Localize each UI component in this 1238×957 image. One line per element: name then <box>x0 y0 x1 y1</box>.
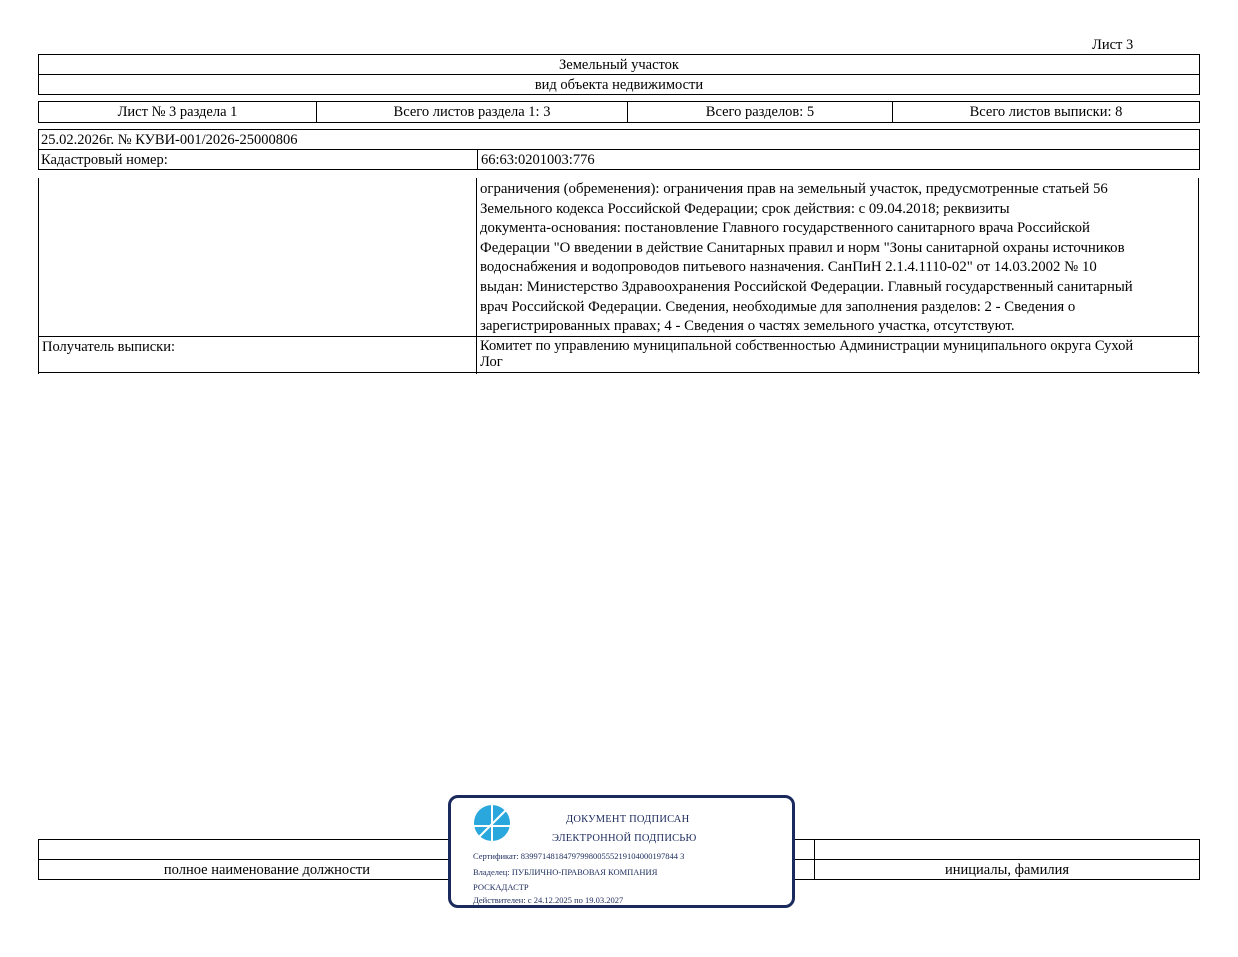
object-type-caption: вид объекта недвижимости <box>534 77 704 93</box>
stamp-line2: ЭЛЕКТРОННОЙ ПОДПИСЬЮ <box>552 833 697 844</box>
electronic-signature-stamp <box>448 795 795 908</box>
object-type-value: Земельный участок <box>559 57 679 73</box>
restrictions-line: зарегистрированных правах; 4 - Сведения о частях земельного участка, отсутствуют. <box>480 318 1015 335</box>
total-sections: Всего разделов: 5 <box>705 104 815 120</box>
recipient-value-line: Лог <box>480 354 503 370</box>
sheet-label: Лист 3 <box>1092 37 1134 53</box>
recipient-label: Получатель выписки: <box>42 339 175 355</box>
cadastral-label: Кадастровый номер: <box>41 152 168 168</box>
recipient-value-line: Комитет по управлению муниципальной собственностью Администрации муниципального округа Сухой <box>480 338 1134 354</box>
restrictions-line: Земельного кодекса Российской Федерации; срок действия: с 09.04.2018; реквизиты <box>480 200 1010 217</box>
restrictions-line: выдан: Министерство Здравоохранения Российской Федерации. Главный государственный санитарный <box>480 278 1133 295</box>
stamp-owner-line2: РОСКАДАСТР <box>473 882 529 892</box>
restrictions-text <box>480 180 1133 337</box>
stamp-certificate: Сертификат: 8399714818479799800555219104000197844 3 <box>473 851 685 861</box>
stamp-line1: ДОКУМЕНТ ПОДПИСАН <box>566 814 690 825</box>
position-caption: полное наименование должности <box>163 862 371 878</box>
total-sheets-section: Всего листов раздела 1: 3 <box>393 104 551 120</box>
extract-header-block <box>38 129 1200 170</box>
cadastral-number: 66:63:0201003:776 <box>481 152 595 168</box>
total-sheets-extract: Всего листов выписки: 8 <box>969 104 1123 120</box>
recipient-value <box>480 338 1133 370</box>
sheet-info-row <box>38 101 1200 123</box>
restrictions-block <box>38 178 1200 374</box>
stamp-valid: Действителен: с 24.12.2025 по 19.03.2027 <box>473 895 624 905</box>
object-type-block <box>38 54 1200 95</box>
restrictions-line: водоснабжения и водопроводов питьевого назначения. СанПиН 2.1.4.1110-02" от 14.03.2002 № 10 <box>480 259 1097 276</box>
roskadastr-logo-icon <box>473 804 511 842</box>
restrictions-line: Федерации "О введении в действие Санитарных правил и норм "Зоны санитарной охраны источников <box>480 239 1125 256</box>
restrictions-line: врач Российской Федерации. Сведения, необходимые для заполнения разделов: 2 - Сведения о <box>480 298 1076 315</box>
name-caption: инициалы, фамилия <box>944 862 1070 878</box>
extract-date-number: 25.02.2026г. № КУВИ-001/2026-25000806 <box>41 132 298 148</box>
restrictions-line: документа-основания: постановление Главного государственного санитарного врача Российской <box>480 220 1090 237</box>
stamp-owner-line1: Владелец: ПУБЛИЧНО-ПРАВОВАЯ КОМПАНИЯ <box>473 867 658 877</box>
restrictions-line: ограничения (обременения): ограничения прав на земельный участок, предусмотренные статьей 56 <box>480 181 1108 197</box>
sheet-of-section: Лист № 3 раздела 1 <box>117 104 238 120</box>
